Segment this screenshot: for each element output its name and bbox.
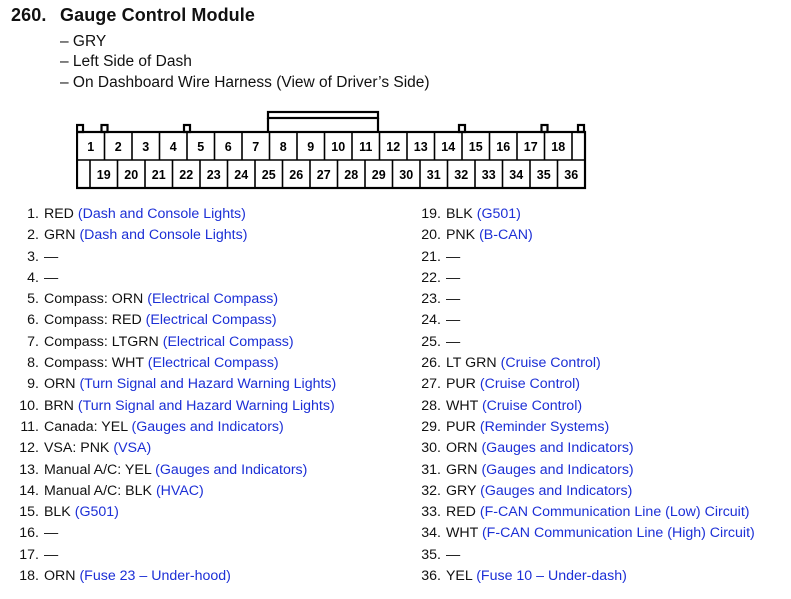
wire-color: BLK xyxy=(43,504,71,521)
pin-label-top: 1 xyxy=(87,140,95,154)
pin-row xyxy=(8,460,336,481)
pin-label-top: 11 xyxy=(359,140,373,154)
pin-label-bottom: 27 xyxy=(316,168,331,182)
pin-row xyxy=(410,502,755,523)
pin-label-bottom: 25 xyxy=(261,168,276,182)
wire-color: Compass: LTGRN xyxy=(43,333,163,350)
pin-label-top: 6 xyxy=(224,140,232,154)
pin-row xyxy=(8,310,336,331)
circuit-description: (Cruise Control) xyxy=(481,397,583,414)
pin-number: 31. xyxy=(421,461,441,478)
pin-row xyxy=(410,225,755,246)
pin-row xyxy=(410,396,755,417)
pin-label-bottom: 28 xyxy=(344,168,359,182)
pin-row xyxy=(8,332,336,353)
connector-pin-labels xyxy=(87,140,578,182)
pin-label-top: 18 xyxy=(551,140,566,154)
pin-number: 15. xyxy=(19,504,39,521)
circuit-description: (F-CAN Communication Line (High) Circuit) xyxy=(481,525,755,542)
wire-color: — xyxy=(445,269,461,286)
wire-color: PUR xyxy=(445,418,476,435)
wire-color: — xyxy=(43,546,59,563)
pin-row xyxy=(8,566,336,587)
circuit-description: (Gauges and Indicators) xyxy=(481,440,634,457)
circuit-description: (G501) xyxy=(476,206,521,222)
wire-color: — xyxy=(445,546,461,563)
circuit-description: (Gauges and Indicators) xyxy=(480,482,633,499)
pin-number: 23. xyxy=(421,291,441,308)
pin-number: 26. xyxy=(421,355,441,372)
wire-color: — xyxy=(445,248,461,265)
pin-list-right xyxy=(410,204,755,587)
pin-row xyxy=(410,353,755,374)
pin-label-bottom: 19 xyxy=(96,168,111,182)
pin-label-top: 12 xyxy=(386,140,401,154)
pin-number: 11. xyxy=(20,418,39,435)
pin-label-top: 2 xyxy=(114,140,122,154)
pin-row xyxy=(8,247,336,268)
wire-color: GRN xyxy=(43,227,76,244)
pin-number: 17. xyxy=(19,546,39,563)
pin-label-bottom: 33 xyxy=(481,168,496,182)
pin-number: 25. xyxy=(421,333,441,350)
pin-number: 6. xyxy=(27,312,39,329)
pin-number: 24. xyxy=(421,312,441,329)
circuit-description: (F-CAN Communication Line (Low) Circuit) xyxy=(479,504,750,521)
pin-label-top: 8 xyxy=(279,140,287,154)
wire-color: LT GRN xyxy=(445,355,497,372)
pin-label-bottom: 22 xyxy=(179,168,194,182)
subtitle-connector-color: – GRY xyxy=(60,33,107,50)
pin-number: 34. xyxy=(421,525,441,542)
pin-number: 30. xyxy=(421,440,441,457)
pin-number: 32. xyxy=(421,482,441,499)
wire-color: BLK xyxy=(445,206,473,222)
pin-label-top: 3 xyxy=(142,140,150,154)
pin-number: 29. xyxy=(421,418,441,435)
wire-color: WHT xyxy=(445,525,478,542)
pin-label-bottom: 30 xyxy=(399,168,414,182)
pin-row xyxy=(8,374,336,395)
pin-row xyxy=(8,438,336,459)
pin-row xyxy=(410,523,755,544)
pin-row xyxy=(410,204,755,225)
pin-row xyxy=(410,417,755,438)
circuit-description: (Gauges and Indicators) xyxy=(131,418,284,435)
circuit-description: (Cruise Control) xyxy=(479,376,580,393)
pin-number: 36. xyxy=(421,568,441,585)
pin-number: 3. xyxy=(27,248,39,265)
wire-color: — xyxy=(43,269,59,286)
circuit-description: (Fuse 10 – Under-dash) xyxy=(476,568,627,585)
pin-list-left xyxy=(8,204,336,587)
wire-color: Compass: WHT xyxy=(43,355,144,372)
wire-color: ORN xyxy=(43,376,76,393)
pin-number: 16. xyxy=(19,525,39,542)
page-title xyxy=(11,5,255,26)
pin-label-bottom: 31 xyxy=(426,168,441,182)
circuit-description: (Fuse 23 – Under-hood) xyxy=(79,568,231,585)
pin-row xyxy=(8,353,336,374)
circuit-description: (Turn Signal and Hazard Warning Lights) xyxy=(79,376,337,393)
pin-row xyxy=(8,396,336,417)
pin-label-top: 13 xyxy=(413,140,428,154)
wire-color: Canada: YEL xyxy=(43,418,128,435)
pin-number: 1. xyxy=(27,206,39,222)
pin-number: 7. xyxy=(27,333,39,350)
section-number: 260. xyxy=(11,5,47,25)
pin-number: 14. xyxy=(19,482,39,499)
pin-number: 8. xyxy=(27,355,39,372)
pin-label-top: 10 xyxy=(331,140,346,154)
pin-label-bottom: 26 xyxy=(289,168,304,182)
pin-row xyxy=(8,268,336,289)
pin-label-top: 16 xyxy=(496,140,511,154)
pin-label-bottom: 23 xyxy=(206,168,221,182)
wire-color: RED xyxy=(445,504,476,521)
pin-label-top: 4 xyxy=(169,140,177,154)
pin-label-bottom: 34 xyxy=(509,168,524,182)
circuit-description: (Cruise Control) xyxy=(500,355,601,372)
wire-color: GRY xyxy=(445,482,477,499)
module-title: Gauge Control Module xyxy=(60,5,255,25)
pin-row xyxy=(410,545,755,566)
pin-number: 27. xyxy=(421,376,441,393)
pin-number: 22. xyxy=(421,269,441,286)
pin-row xyxy=(8,417,336,438)
circuit-description: (Turn Signal and Hazard Warning Lights) xyxy=(77,397,335,414)
pin-row xyxy=(410,289,755,310)
pin-row xyxy=(410,438,755,459)
pin-number: 4. xyxy=(27,269,39,286)
wire-color: PUR xyxy=(445,376,476,393)
wire-color: ORN xyxy=(445,440,478,457)
pin-number: 28. xyxy=(421,397,441,414)
wire-color: BRN xyxy=(43,397,74,414)
wire-color: — xyxy=(43,525,59,542)
pin-row xyxy=(410,460,755,481)
wire-color: — xyxy=(445,291,461,308)
pin-number: 21. xyxy=(421,248,441,265)
circuit-description: (Electrical Compass) xyxy=(145,312,277,329)
circuit-description: (G501) xyxy=(74,504,119,521)
pin-row xyxy=(8,481,336,502)
pin-number: 5. xyxy=(27,291,39,308)
wire-color: ORN xyxy=(43,568,76,585)
pin-row xyxy=(8,225,336,246)
pin-number: 2. xyxy=(27,227,39,244)
pin-label-bottom: 21 xyxy=(151,168,166,182)
pin-label-bottom: 32 xyxy=(454,168,469,182)
wire-color: GRN xyxy=(445,461,478,478)
subtitle-location: – Left Side of Dash xyxy=(60,53,192,70)
wire-color: VSA: PNK xyxy=(43,440,110,457)
pin-label-top: 5 xyxy=(197,140,205,154)
pin-label-bottom: 36 xyxy=(564,168,579,182)
pin-number: 9. xyxy=(27,376,39,393)
pin-row xyxy=(410,310,755,331)
circuit-description: (Gauges and Indicators) xyxy=(155,461,308,478)
pin-row xyxy=(8,502,336,523)
pin-row xyxy=(410,268,755,289)
circuit-description: (B-CAN) xyxy=(479,227,533,244)
pin-row xyxy=(410,247,755,268)
pin-label-bottom: 35 xyxy=(536,168,551,182)
wire-color: Manual A/C: BLK xyxy=(43,482,152,499)
subtitle-harness: – On Dashboard Wire Harness (View of Driver’s Side) xyxy=(60,74,430,91)
pin-number: 35. xyxy=(421,546,441,563)
circuit-description: (Electrical Compass) xyxy=(147,291,279,308)
circuit-description: (Gauges and Indicators) xyxy=(481,461,634,478)
wire-color: RED xyxy=(43,206,74,222)
pin-number: 10. xyxy=(19,397,39,414)
pin-row xyxy=(8,545,336,566)
pin-label-bottom: 24 xyxy=(234,168,249,182)
pin-number: 18. xyxy=(19,568,39,585)
wire-color: Manual A/C: YEL xyxy=(43,461,152,478)
wire-color: — xyxy=(43,248,59,265)
connector-diagram xyxy=(76,110,588,192)
pin-label-top: 7 xyxy=(252,140,260,154)
pin-label-bottom: 29 xyxy=(371,168,386,182)
circuit-description: (Reminder Systems) xyxy=(479,418,610,435)
pin-row xyxy=(410,566,755,587)
pin-number: 12. xyxy=(19,440,39,457)
pin-row xyxy=(8,289,336,310)
circuit-description: (Dash and Console Lights) xyxy=(77,206,246,222)
circuit-description: (HVAC) xyxy=(155,482,204,499)
pin-row xyxy=(8,523,336,544)
wire-color: PNK xyxy=(445,227,476,244)
pin-row xyxy=(8,204,336,225)
pin-label-top: 15 xyxy=(468,140,483,154)
circuit-description: (Electrical Compass) xyxy=(147,355,279,372)
wire-color: WHT xyxy=(445,397,478,414)
wire-color: — xyxy=(445,312,461,329)
circuit-description: (VSA) xyxy=(113,440,152,457)
pin-number: 13. xyxy=(19,461,39,478)
pin-row xyxy=(410,374,755,395)
circuit-description: (Dash and Console Lights) xyxy=(79,227,248,244)
pin-number: 19. xyxy=(421,206,441,222)
wire-color: — xyxy=(445,333,461,350)
circuit-description: (Electrical Compass) xyxy=(162,333,294,350)
wire-color: Compass: ORN xyxy=(43,291,144,308)
pin-number: 20. xyxy=(421,227,441,244)
pin-label-top: 14 xyxy=(441,140,456,154)
pin-row xyxy=(410,481,755,502)
pin-label-top: 9 xyxy=(307,140,315,154)
pin-label-top: 17 xyxy=(523,140,538,154)
pin-number: 33. xyxy=(421,504,441,521)
pin-label-bottom: 20 xyxy=(124,168,139,182)
wire-color: YEL xyxy=(445,568,473,585)
pin-row xyxy=(410,332,755,353)
wire-color: Compass: RED xyxy=(43,312,142,329)
